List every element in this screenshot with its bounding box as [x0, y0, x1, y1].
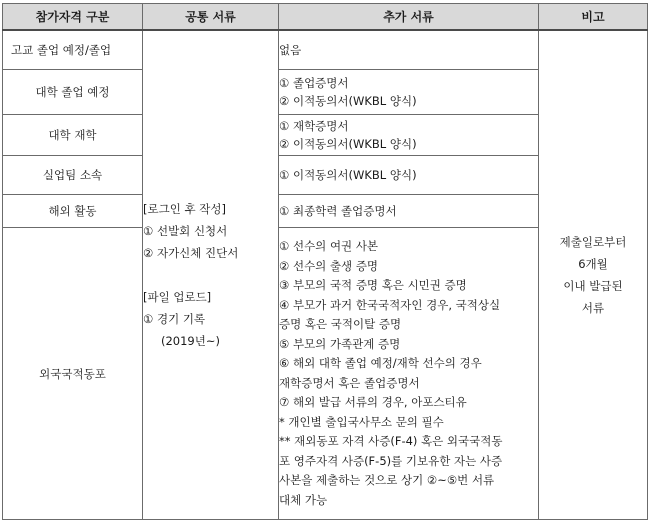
category-cell: 대학 재학 — [3, 115, 143, 156]
category-cell: 외국국적동포 — [3, 228, 143, 520]
doc-item: ① 이적동의서(WKBL 양식) — [279, 168, 417, 182]
note-line: 제출일로부터 — [559, 235, 627, 249]
header-row — [3, 4, 648, 31]
upload-item: ① 경기 기록 — [143, 312, 206, 326]
doc-item: ② 선수의 출생 증명 — [279, 258, 379, 273]
login-item: ① 선발회 신청서 — [143, 224, 228, 238]
doc-item: 없음 — [279, 43, 302, 57]
header-common-docs: 공통 서류 — [143, 4, 279, 31]
additional-docs-cell — [279, 70, 539, 115]
additional-docs-cell — [279, 30, 539, 70]
doc-item: ② 이적동의서(WKBL 양식) — [279, 94, 417, 108]
additional-docs-cell — [279, 195, 539, 228]
doc-item: ⑥ 해외 대학 졸업 예정/재학 선수의 경우 — [279, 356, 482, 370]
doc-item: ③ 부모의 국적 증명 혹은 시민권 증명 — [279, 278, 467, 292]
additional-docs-cell — [279, 156, 539, 195]
login-header: [로그인 후 작성] — [143, 202, 226, 216]
category-cell: 해외 활동 — [3, 195, 143, 228]
doc-item: * 개인별 출입국사무소 문의 필수 — [279, 414, 444, 429]
doc-item: ① 졸업증명서 — [279, 76, 349, 90]
doc-item: ⑤ 부모의 가족관계 증명 — [279, 336, 401, 351]
note-line: 이내 발급된 — [563, 279, 623, 293]
upload-item-note: (2019년~) — [161, 334, 220, 348]
header-category: 참가자격 구분 — [3, 4, 143, 31]
doc-item: 대체 가능 — [279, 492, 328, 507]
category-cell: 고교 졸업 예정/졸업 — [3, 30, 143, 70]
doc-item: ① 재학증명서 — [279, 119, 349, 133]
doc-item: 증명 혹은 국적이탈 증명 — [279, 317, 402, 331]
doc-item: ⑦ 해외 발급 서류의 경우, 아포스티유 — [279, 395, 467, 409]
doc-item: ① 선수의 여권 사본 — [279, 239, 379, 253]
doc-item: ② 이적동의서(WKBL 양식) — [279, 137, 417, 151]
table-row — [3, 30, 648, 70]
header-note: 비고 — [539, 4, 648, 31]
category-cell: 실업팀 소속 — [3, 156, 143, 195]
additional-docs-cell — [279, 228, 539, 520]
category-cell: 대학 졸업 예정 — [3, 70, 143, 115]
note-line: 서류 — [581, 301, 605, 315]
doc-item: 포 영주자격 사증(F-5)를 기보유한 자는 사증 — [279, 453, 503, 468]
note-cell — [539, 30, 648, 520]
document-requirements-table — [2, 3, 648, 520]
upload-header: [파일 업로드] — [143, 290, 212, 304]
doc-item: 재학증명서 혹은 졸업증명서 — [279, 375, 420, 390]
header-additional-docs: 추가 서류 — [279, 4, 539, 31]
doc-item: 사본을 제출하는 것으로 상기 ②~⑤번 서류 — [279, 473, 495, 487]
doc-item: ① 최종학력 졸업증명서 — [279, 204, 397, 218]
note-line: 6개월 — [578, 257, 608, 271]
doc-item: ④ 부모가 과거 한국국적자인 경우, 국적상실 — [279, 297, 501, 312]
common-docs-cell — [143, 30, 279, 520]
doc-item: ** 재외동포 자격 사증(F-4) 혹은 외국국적동 — [279, 434, 503, 448]
additional-docs-cell — [279, 115, 539, 156]
login-item: ② 자가신체 진단서 — [143, 246, 239, 260]
